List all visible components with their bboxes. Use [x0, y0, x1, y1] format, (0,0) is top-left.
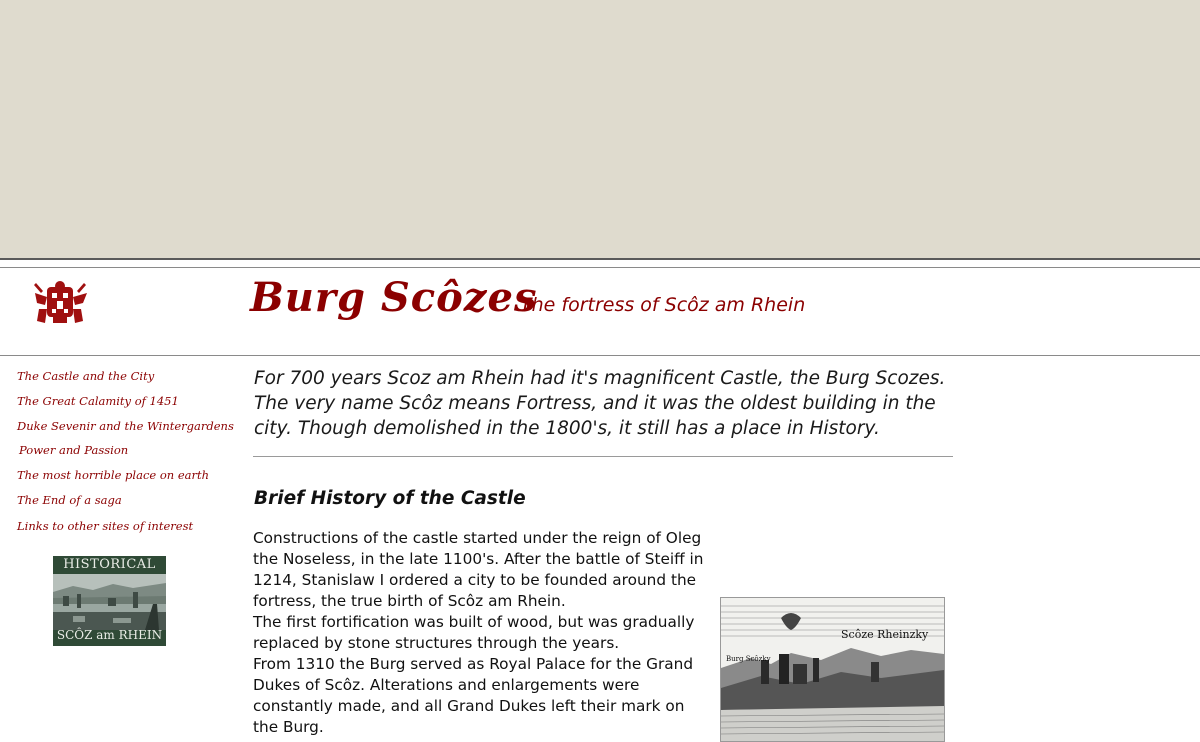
history-paragraph: The first fortification was built of wood, but was gradually replaced by stone structures through the years. [253, 613, 695, 652]
site-subtitle: The fortress of Scôz am Rhein [520, 294, 806, 316]
historical-scoz-badge[interactable] [53, 556, 166, 646]
nav-link-castle-and-city[interactable]: The Castle and the City [17, 369, 155, 383]
history-body [253, 528, 705, 738]
castle-engraving-image [720, 597, 945, 742]
top-banner [0, 0, 1200, 258]
city-photo-image [53, 574, 166, 630]
history-paragraph: Constructions of the castle started under the reign of Oleg the Noseless, in the late 1100's. After the battle of Steiff in 1214, Stanislaw I ordered a city to be founded around the fortress, the true birth of Scôz am Rhein. [253, 529, 704, 610]
badge-top-text: HISTORICAL [63, 557, 156, 572]
nav-link-other-sites[interactable]: Links to other sites of interest [17, 519, 194, 533]
nav-link-great-calamity[interactable]: The Great Calamity of 1451 [17, 394, 179, 408]
divider [253, 456, 953, 457]
section-title: Brief History of the Castle [254, 488, 526, 509]
nav-link-duke-sevenir[interactable]: Duke Sevenir and the Wintergardens [17, 419, 234, 433]
nav-link-power-and-passion[interactable]: Power and Passion [19, 443, 129, 457]
coat-of-arms-icon[interactable] [33, 279, 89, 325]
intro-text: For 700 years Scoz am Rhein had it's magnificent Castle, the Burg Scozes. The very name Scôz means Fortress, and it was the oldest building in the city. Though demolished in the 1800's, it still has a place in History. [254, 368, 946, 439]
nav-link-end-of-saga[interactable]: The End of a saga [17, 493, 122, 507]
history-paragraph: From 1310 the Burg served as Royal Palace for the Grand Dukes of Scôz. Alterations and enlargements were constantly made, and all Grand Dukes left their mark on the Burg. [253, 655, 694, 736]
divider [0, 355, 1200, 356]
badge-bottom-text: SCÔZ am RHEIN [56, 628, 163, 642]
divider [0, 267, 1200, 268]
engraving-caption: Scôze Rheinzky [841, 628, 929, 641]
engraving-small-caption: Burg Scôzky [726, 655, 771, 663]
site-title: Burg Scôzes [250, 274, 538, 321]
divider [0, 258, 1200, 260]
nav-link-horrible-place[interactable]: The most horrible place on earth [17, 468, 210, 482]
